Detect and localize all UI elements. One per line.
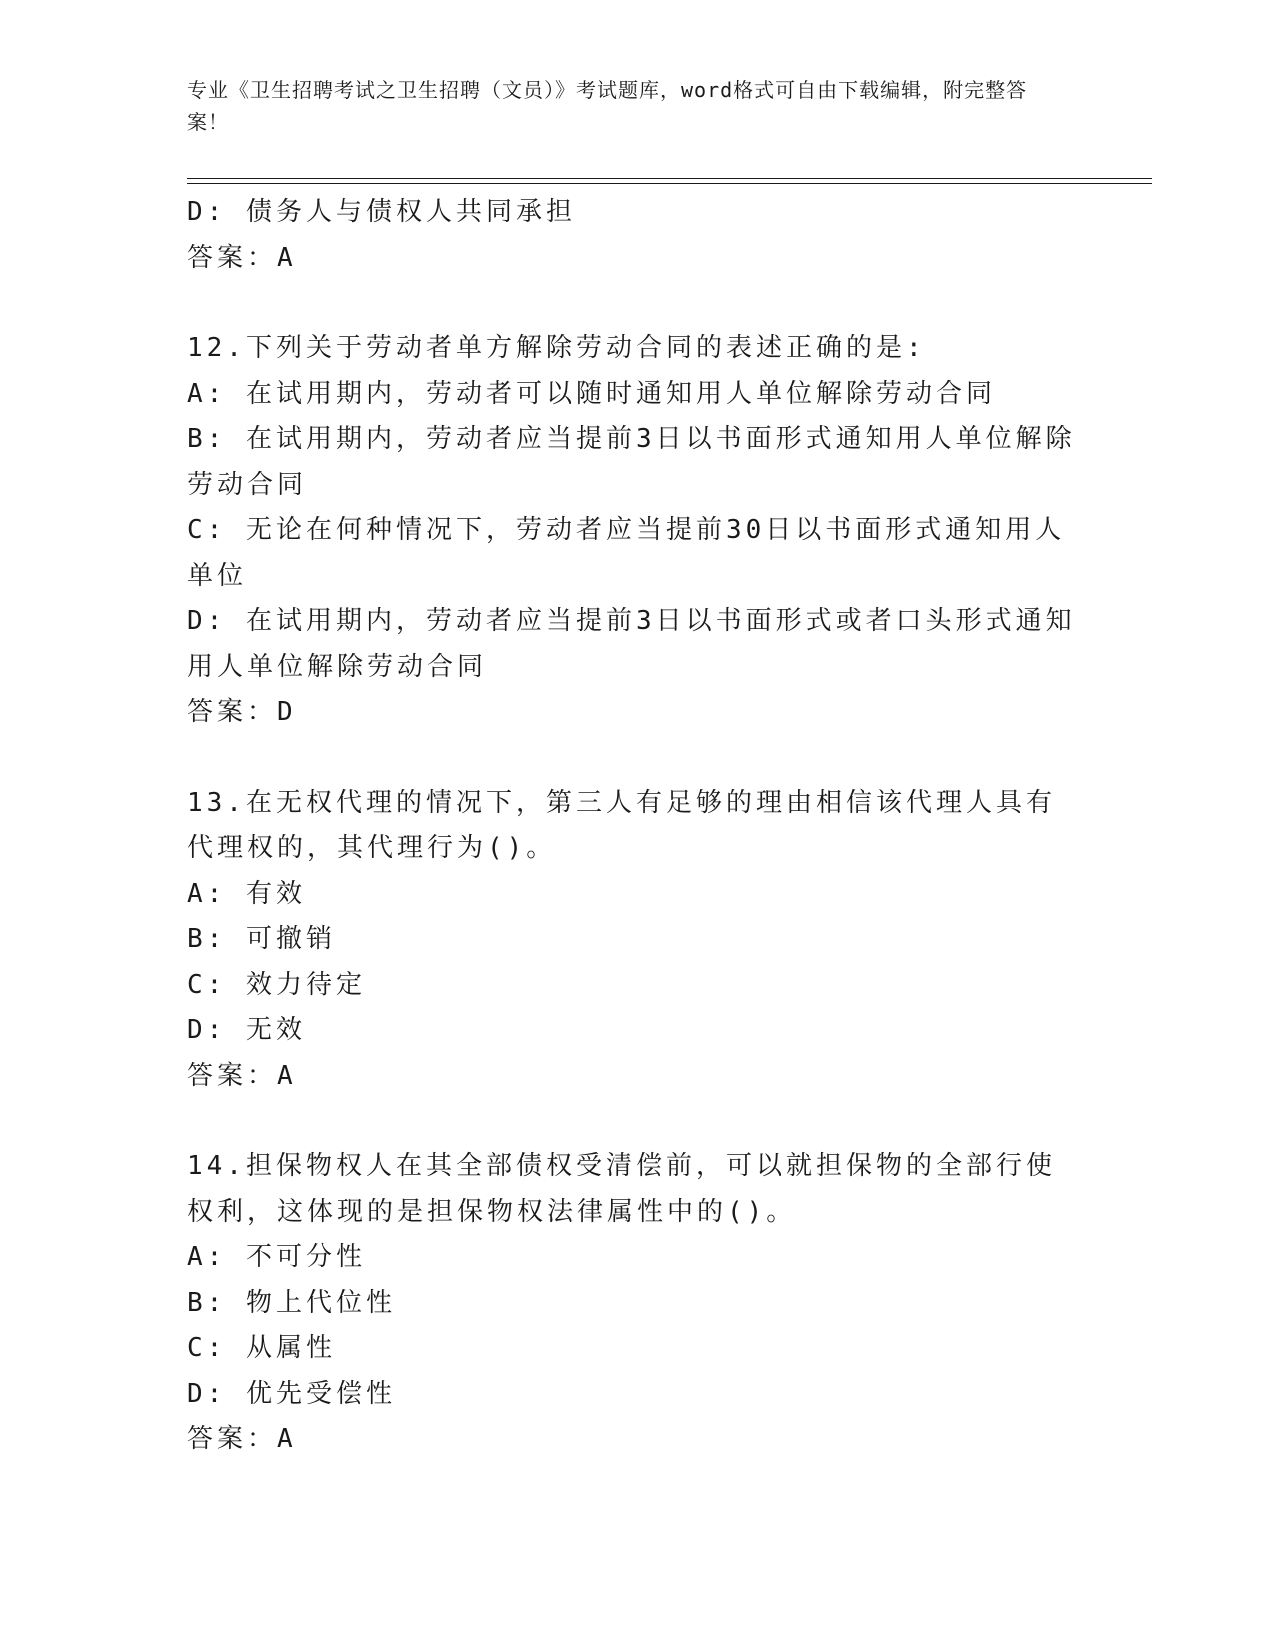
question-list [187, 190, 1077, 1463]
option-d: D: 在试用期内，劳动者应当提前3日以书面形式或者口头形式通知用人单位解除劳动合同 [187, 606, 1076, 682]
answer-line: 答案：A [187, 242, 297, 273]
answer-line: 答案：A [187, 1060, 297, 1091]
option-c: C: 从属性 [187, 1333, 336, 1363]
option-a: A: 不可分性 [187, 1242, 366, 1272]
answer-line: 答案：D [187, 697, 297, 727]
option-a: A: 在试用期内，劳动者可以随时通知用人单位解除劳动合同 [187, 378, 996, 409]
question-stem: 14.担保物权人在其全部债权受清偿前，可以就担保物的全部行使权利，这体现的是担保物权法律属性中的()。 [187, 1151, 1056, 1227]
answer-line: 答案：A [187, 1424, 297, 1454]
option-d: D: 债务人与债权人共同承担 [187, 197, 576, 227]
option-d: D: 无效 [187, 1015, 306, 1045]
document-header [187, 74, 1067, 138]
question-stem: 12.下列关于劳动者单方解除劳动合同的表述正确的是: [187, 333, 926, 363]
spacer [187, 1099, 1077, 1144]
option-c: C: 无论在何种情况下，劳动者应当提前30日以书面形式通知用人单位 [187, 515, 1066, 591]
spacer [187, 281, 1077, 326]
header-text: 专业《卫生招聘考试之卫生招聘（文员）》考试题库，word格式可自由下载编辑，附完整答案！ [187, 78, 1028, 134]
option-b: B: 在试用期内，劳动者应当提前3日以书面形式通知用人单位解除劳动合同 [187, 424, 1076, 500]
spacer [187, 736, 1077, 781]
option-c: C: 效力待定 [187, 969, 366, 1000]
header-divider-top [187, 178, 1152, 179]
option-b: B: 物上代位性 [187, 1287, 396, 1318]
option-a: A: 有效 [187, 878, 306, 909]
header-divider-bottom [187, 183, 1152, 184]
option-b: B: 可撤销 [187, 924, 336, 954]
option-d: D: 优先受偿性 [187, 1378, 396, 1409]
question-stem: 13.在无权代理的情况下，第三人有足够的理由相信该代理人具有代理权的，其代理行为()。 [187, 787, 1056, 863]
